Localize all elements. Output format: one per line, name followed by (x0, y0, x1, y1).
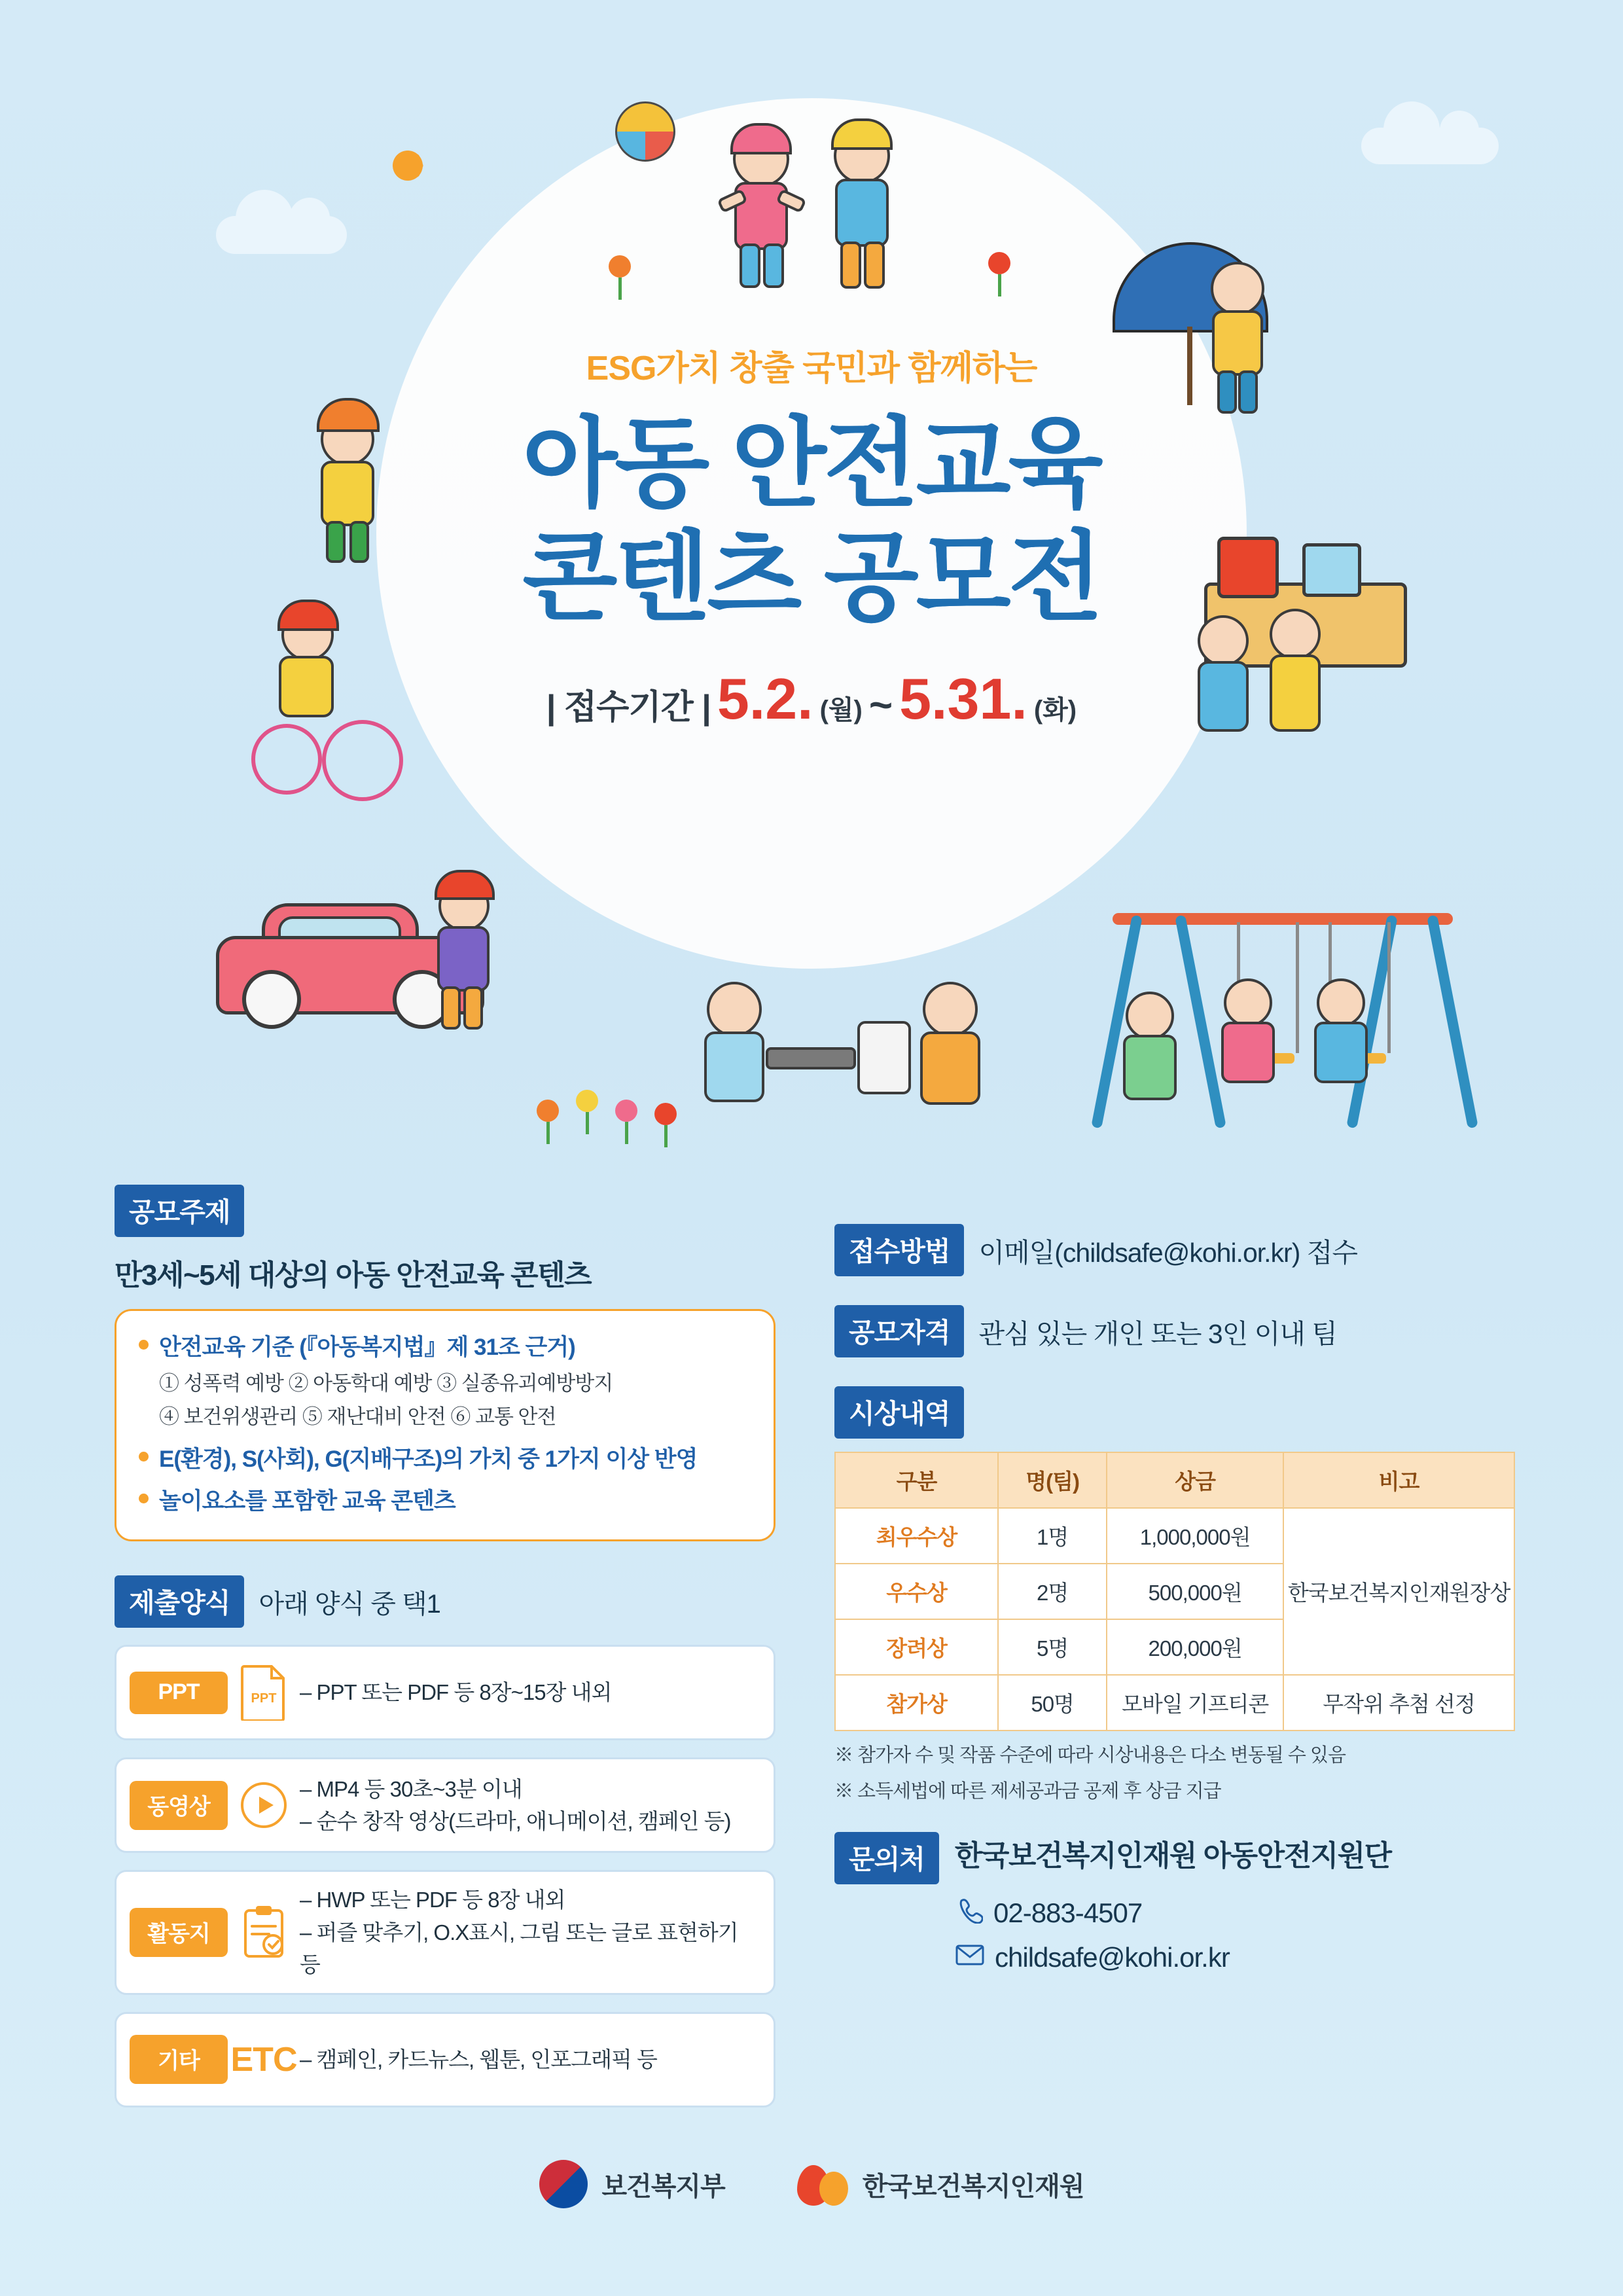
topic-tag: 공모주제 (115, 1185, 244, 1237)
flower-icon (988, 252, 1010, 296)
cloud-icon (216, 216, 347, 254)
flower-icon (537, 1100, 559, 1144)
list-item (139, 1441, 751, 1474)
format-line2: – 퍼즐 맞추기, O.X표시, 그림 또는 글로 표현하기 등 (300, 1920, 738, 1977)
right-column (834, 1224, 1515, 2002)
contact-phone[interactable]: 02-883-4507 (993, 1897, 1143, 1928)
svg-text:PPT: PPT (251, 1691, 277, 1706)
cloud-icon (1361, 128, 1499, 164)
awards-head (834, 1386, 1515, 1439)
topic-headline: 만3세~5세 대상의 아동 안전교육 콘텐츠 (115, 1259, 592, 1291)
apply-method-row (834, 1224, 1515, 1276)
bullet-dot-icon (139, 1452, 149, 1462)
contact-email-row (955, 1942, 1515, 1973)
sun-icon (393, 151, 423, 181)
table-row (835, 1508, 1514, 1564)
contact-tag: 문의처 (834, 1832, 939, 1884)
awards-table (834, 1452, 1515, 1731)
contact-phone-row (955, 1896, 1515, 1930)
qualification-text: 관심 있는 개인 또는 3인 이내 팀 (978, 1318, 1337, 1349)
application-period (0, 666, 1623, 732)
period-end-date: 5.31. (899, 666, 1027, 731)
award-prize: 500,000원 (1107, 1564, 1283, 1619)
format-row-video (115, 1757, 776, 1853)
taegeuk-icon (539, 2160, 588, 2208)
topic-bullet-box (115, 1309, 776, 1541)
period-end-day: (화) (1033, 696, 1077, 725)
list-item (139, 1329, 751, 1432)
format-line2: – 순수 창작 영상(드라마, 애니메이션, 캠페인 등) (300, 1809, 731, 1833)
contact-org: 한국보건복지인재원 아동안전지원단 (954, 1840, 1391, 1872)
ppt-file-icon (228, 1664, 300, 1721)
play-circle-icon (228, 1780, 300, 1830)
period-tilde: ~ (868, 683, 893, 728)
award-rank: 참가상 (835, 1675, 998, 1731)
format-badge: 활동지 (130, 1908, 228, 1957)
award-rank: 최우수상 (835, 1508, 998, 1564)
award-count: 2명 (998, 1564, 1107, 1619)
format-row-etc (115, 2012, 776, 2108)
column-header: 비고 (1283, 1452, 1514, 1508)
mail-icon (955, 1943, 984, 1973)
poster-kicker: ESG가치 창출 국민과 함께하는 (586, 350, 1037, 387)
award-rank: 우수상 (835, 1564, 998, 1619)
poster-title-line1: 아동 안전교육 (522, 408, 1101, 518)
award-prize: 모바일 기프티콘 (1107, 1675, 1283, 1731)
award-note: 한국보건복지인재원장상 (1283, 1508, 1514, 1675)
period-label: | 접수기간 | (546, 689, 711, 726)
kohi-icon (797, 2160, 848, 2208)
apply-method-text: 이메일(childsafe@kohi.or.kr) 접수 (978, 1237, 1357, 1268)
contact-section (834, 1832, 1515, 1973)
clipboard-check-icon (228, 1904, 300, 1960)
logo-label: 보건복지부 (601, 2172, 725, 2201)
logo-label: 한국보건복지인재원 (862, 2172, 1084, 2201)
qualification-row (834, 1305, 1515, 1357)
awards-note-2: ※ 소득세법에 따른 제세공과금 공제 후 상금 지급 (834, 1781, 1221, 1802)
format-description (300, 2043, 657, 2076)
bullet-main: 놀이요소를 포함한 교육 콘텐츠 (159, 1488, 455, 1514)
etc-text-icon: ETC (230, 2040, 297, 2079)
format-tag: 제출양식 (115, 1575, 244, 1628)
format-badge: 동영상 (130, 1781, 228, 1830)
flower-icon (609, 255, 631, 300)
period-start-day: (월) (819, 696, 863, 725)
bullet-sub-line2: ④ 보건위생관리 ⑤ 재난대비 안전 ⑥ 교통 안전 (159, 1405, 556, 1428)
format-description (300, 1676, 611, 1709)
format-line1: – MP4 등 30초~3분 이내 (300, 1776, 522, 1801)
format-section (115, 1575, 776, 2108)
bullet-dot-icon (139, 1494, 149, 1503)
contact-email[interactable]: childsafe@kohi.or.kr (995, 1942, 1230, 1973)
awards-note-1: ※ 참가자 수 및 작품 수준에 따라 시상내용은 다소 변동될 수 있음 (834, 1745, 1346, 1766)
logo-mohw (539, 2160, 725, 2208)
award-count: 50명 (998, 1675, 1107, 1731)
format-badge: PPT (130, 1672, 228, 1714)
format-line1: – HWP 또는 PDF 등 8장 내외 (300, 1888, 565, 1912)
column-header: 상금 (1107, 1452, 1283, 1508)
qualification-tag: 공모자격 (834, 1305, 964, 1357)
format-line1: – 캠페인, 카드뉴스, 웹툰, 인포그래픽 등 (300, 2047, 657, 2072)
format-line1: – PPT 또는 PDF 등 8장~15장 내외 (300, 1680, 612, 1705)
bullet-main: 안전교육 기준 (『아동복지법』제 31조 근거) (159, 1335, 575, 1360)
format-description (300, 1884, 760, 1981)
award-rank: 장려상 (835, 1619, 998, 1675)
award-prize: 200,000원 (1107, 1619, 1283, 1675)
format-description (300, 1773, 730, 1838)
beach-ball-icon (615, 101, 675, 162)
award-note: 무작위 추첨 선정 (1283, 1675, 1514, 1731)
poster-title-line2: 콘텐츠 공모전 (522, 522, 1101, 632)
award-count: 5명 (998, 1619, 1107, 1675)
logo-kohi (797, 2160, 1084, 2208)
contact-head (834, 1832, 1515, 1884)
list-item (139, 1483, 751, 1516)
format-row-ppt (115, 1645, 776, 1740)
table-header-row (835, 1452, 1514, 1508)
award-count: 1명 (998, 1508, 1107, 1564)
poster-title-block (0, 340, 1623, 732)
bullet-sub-line1: ① 성폭력 예방 ② 아동학대 예방 ③ 실종유괴예방방지 (159, 1372, 613, 1395)
award-prize: 1,000,000원 (1107, 1508, 1283, 1564)
apply-method-tag: 접수방법 (834, 1224, 964, 1276)
topic-section (115, 1185, 776, 1541)
footer-logos (0, 2160, 1623, 2208)
awards-tag: 시상내역 (834, 1386, 964, 1439)
column-header: 명(팀) (998, 1452, 1107, 1508)
format-hint: 아래 양식 중 택1 (259, 1589, 440, 1619)
format-row-worksheet (115, 1870, 776, 1995)
format-badge: 기타 (130, 2035, 228, 2084)
column-header: 구분 (835, 1452, 998, 1508)
phone-icon (955, 1896, 983, 1930)
flower-icon (576, 1090, 598, 1134)
swing-set-illustration (1113, 893, 1453, 1136)
period-start-date: 5.2. (717, 666, 813, 731)
bullet-main: E(환경), S(사회), G(지배구조)의 가치 중 1가지 이상 반영 (159, 1446, 698, 1472)
left-column (115, 1185, 776, 2108)
flower-icon (654, 1103, 677, 1147)
table-row (835, 1675, 1514, 1731)
bullet-dot-icon (139, 1340, 149, 1350)
awards-section (834, 1386, 1515, 1803)
flower-icon (615, 1100, 637, 1144)
